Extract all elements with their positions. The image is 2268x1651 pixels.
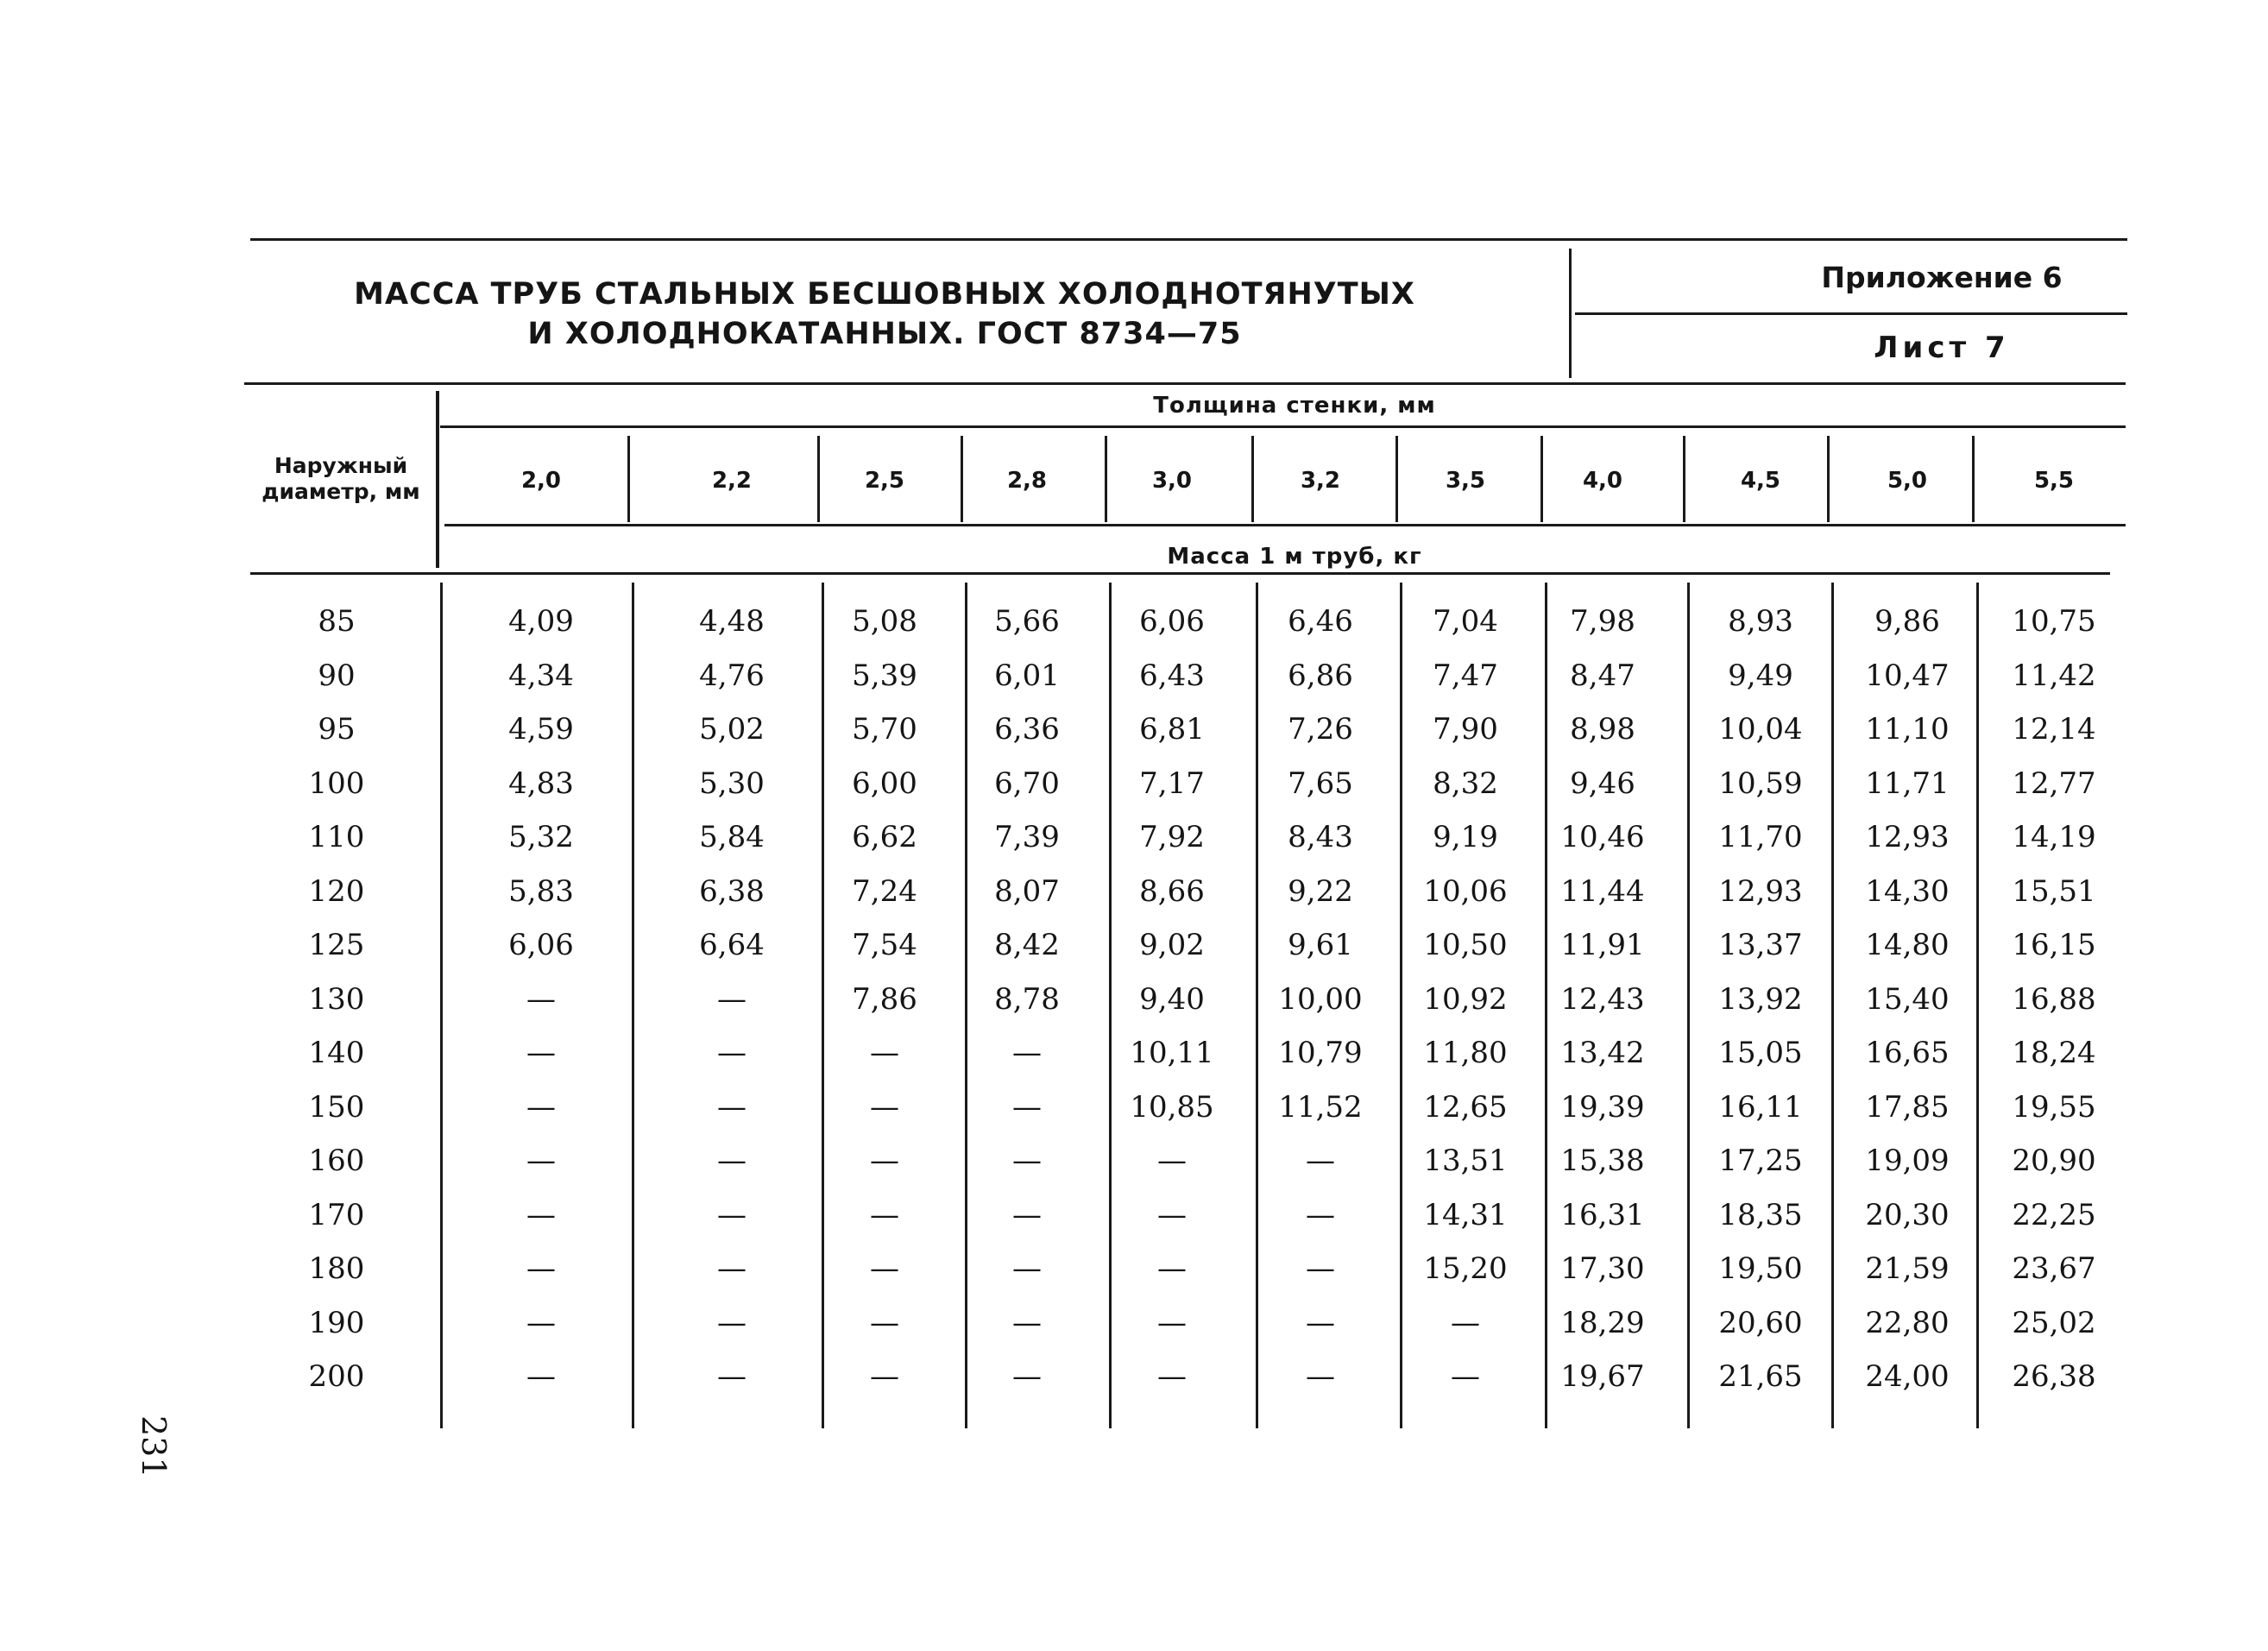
- table-cell: 9,46: [1570, 766, 1635, 801]
- table-cell: —: [717, 1036, 747, 1070]
- diameter-column-header: [242, 453, 440, 505]
- thickness-column-label: 4,5: [1740, 468, 1781, 494]
- table-cell: —: [1306, 1251, 1335, 1286]
- table-cell: 4,76: [699, 658, 765, 693]
- table-cell: 15,38: [1560, 1144, 1645, 1178]
- table-cell: 6,46: [1288, 604, 1353, 639]
- table-cell: 10,46: [1560, 820, 1645, 854]
- table-cell: 26,38: [2012, 1359, 2096, 1394]
- table-cell: 5,66: [994, 604, 1060, 639]
- table-cell: —: [1157, 1144, 1187, 1178]
- table-cell: 19,39: [1560, 1089, 1645, 1125]
- table-cell: 9,61: [1288, 928, 1353, 962]
- table-cell: 5,02: [699, 712, 765, 747]
- table-cell: 15,51: [2012, 873, 2096, 909]
- thickness-column-label: 4,0: [1582, 468, 1623, 494]
- row-diameter: 90: [318, 658, 356, 693]
- table-cell: 21,59: [1865, 1251, 1950, 1286]
- table-cell: —: [1012, 1144, 1042, 1178]
- title-divider: [1569, 249, 1572, 378]
- thickness-column-label: 3,0: [1151, 468, 1193, 494]
- thickness-column-divider: [1827, 436, 1830, 522]
- thickness-column-divider: [1395, 436, 1398, 522]
- table-cell: —: [717, 1089, 747, 1125]
- diameter-column-divider: [436, 391, 439, 568]
- table-cell: 5,30: [699, 766, 765, 801]
- table-cell: —: [526, 1089, 556, 1125]
- table-cell: —: [870, 1359, 899, 1394]
- table-cell: 8,32: [1433, 766, 1498, 801]
- table-cell: 7,04: [1433, 604, 1498, 639]
- table-cell: 8,42: [994, 928, 1060, 962]
- thickness-column-divider: [1251, 436, 1254, 522]
- body-column-divider: [1976, 583, 1979, 1428]
- table-cell: 14,31: [1423, 1197, 1508, 1232]
- table-cell: —: [526, 1144, 556, 1178]
- table-cell: 7,92: [1139, 820, 1205, 854]
- thickness-column-label: 3,5: [1445, 468, 1486, 494]
- title-line-2: И ХОЛОДНОКАТАННЫХ. ГОСТ 8734—75: [527, 317, 1242, 351]
- table-cell: 12,14: [2012, 712, 2096, 747]
- table-cell: 6,01: [994, 658, 1060, 693]
- table-cell: 10,11: [1130, 1036, 1214, 1070]
- table-cell: 15,20: [1423, 1251, 1508, 1286]
- row-diameter: 95: [318, 712, 356, 747]
- table-cell: —: [526, 981, 556, 1017]
- row-diameter: 150: [308, 1089, 365, 1125]
- table-cell: 15,05: [1718, 1036, 1803, 1070]
- body-column-divider: [1831, 583, 1834, 1428]
- table-cell: —: [870, 1197, 899, 1232]
- row-diameter: 140: [308, 1036, 365, 1070]
- table-cell: 23,67: [2012, 1251, 2096, 1286]
- table-cell: —: [1012, 1197, 1042, 1232]
- table-cell: 19,55: [2012, 1089, 2096, 1125]
- table-cell: 5,08: [852, 604, 917, 639]
- table-cell: —: [717, 1251, 747, 1286]
- table-cell: —: [717, 1305, 747, 1340]
- table-cell: 16,11: [1718, 1089, 1803, 1125]
- document-title: [250, 274, 1519, 354]
- row-diameter: 130: [308, 981, 365, 1017]
- table-cell: —: [870, 1089, 899, 1125]
- table-cell: —: [1157, 1197, 1187, 1232]
- table-cell: 16,65: [1865, 1036, 1950, 1070]
- table-cell: 7,26: [1288, 712, 1353, 747]
- table-cell: 7,65: [1288, 766, 1353, 801]
- table-cell: —: [526, 1036, 556, 1070]
- table-cell: —: [1306, 1359, 1335, 1394]
- table-cell: 22,25: [2012, 1197, 2096, 1232]
- table-cell: 10,85: [1130, 1089, 1214, 1125]
- row-diameter: 85: [318, 604, 356, 639]
- table-cell: —: [1012, 1359, 1042, 1394]
- table-cell: 24,00: [1865, 1359, 1950, 1394]
- table-cell: —: [717, 1197, 747, 1232]
- table-cell: —: [1451, 1305, 1480, 1340]
- table-cell: 6,86: [1288, 658, 1353, 693]
- table-cell: 10,06: [1423, 873, 1508, 909]
- table-cell: 13,37: [1718, 928, 1803, 962]
- table-cell: 6,00: [852, 766, 917, 801]
- table-cell: 6,06: [1139, 604, 1205, 639]
- table-cell: 12,43: [1560, 981, 1645, 1017]
- table-cell: 9,22: [1288, 873, 1353, 909]
- body-column-divider: [632, 583, 634, 1428]
- row-diameter: 170: [308, 1197, 365, 1232]
- table-cell: 8,07: [994, 873, 1060, 909]
- table-cell: —: [526, 1197, 556, 1232]
- table-cell: 6,62: [852, 820, 917, 854]
- table-cell: 21,65: [1718, 1359, 1803, 1394]
- thickness-column-divider: [1972, 436, 1975, 522]
- thickness-column-label: 5,0: [1887, 468, 1928, 494]
- row-diameter: 125: [308, 928, 365, 962]
- table-cell: 10,50: [1423, 928, 1508, 962]
- thickness-column-label: 2,8: [1006, 468, 1048, 494]
- table-cell: —: [526, 1305, 556, 1340]
- table-cell: 13,42: [1560, 1036, 1645, 1070]
- table-cell: 12,77: [2012, 766, 2096, 801]
- row-diameter: 120: [308, 873, 365, 909]
- table-cell: —: [870, 1036, 899, 1070]
- table-cell: 5,39: [852, 658, 917, 693]
- table-cell: —: [1012, 1251, 1042, 1286]
- appendix-label: Приложение 6: [1821, 261, 2063, 294]
- table-cell: 4,59: [508, 712, 574, 747]
- table-cell: —: [870, 1251, 899, 1286]
- table-header-bottom-rule: [250, 572, 2110, 575]
- table-cell: 10,59: [1718, 766, 1803, 801]
- table-cell: 6,38: [699, 873, 765, 909]
- table-cell: 6,81: [1139, 712, 1205, 747]
- table-cell: 9,02: [1139, 928, 1205, 962]
- header-bottom-rule: [244, 382, 2126, 385]
- row-diameter: 200: [308, 1359, 365, 1394]
- row-diameter: 110: [308, 820, 365, 854]
- table-cell: 18,35: [1718, 1197, 1803, 1232]
- table-cell: 14,80: [1865, 928, 1950, 962]
- table-cell: —: [526, 1251, 556, 1286]
- thickness-column-label: 5,5: [2033, 468, 2075, 494]
- table-cell: 13,92: [1718, 981, 1803, 1017]
- table-cell: 7,86: [852, 981, 917, 1017]
- thickness-column-label: 3,2: [1300, 468, 1341, 494]
- table-cell: —: [1012, 1036, 1042, 1070]
- thickness-column-divider: [1105, 436, 1107, 522]
- table-cell: 18,29: [1560, 1305, 1645, 1340]
- table-cell: 18,24: [2012, 1036, 2096, 1070]
- table-cell: 7,54: [852, 928, 917, 962]
- table-cell: 8,47: [1570, 658, 1635, 693]
- table-cell: 6,43: [1139, 658, 1205, 693]
- table-cell: 11,80: [1423, 1036, 1508, 1070]
- table-cell: 5,32: [508, 820, 574, 854]
- thickness-column-label: 2,0: [520, 468, 562, 494]
- table-cell: 5,83: [508, 873, 574, 909]
- table-cell: 4,48: [699, 604, 765, 639]
- table-cell: 17,30: [1560, 1251, 1645, 1286]
- table-cell: —: [1306, 1305, 1335, 1340]
- table-cell: —: [526, 1359, 556, 1394]
- thickness-column-divider: [1683, 436, 1685, 522]
- thickness-column-divider: [961, 436, 963, 522]
- thickness-column-label: 2,2: [711, 468, 753, 494]
- table-cell: —: [1157, 1305, 1187, 1340]
- thickness-column-divider: [817, 436, 820, 522]
- table-cell: —: [870, 1144, 899, 1178]
- table-cell: 9,86: [1874, 604, 1940, 639]
- body-column-divider: [440, 583, 443, 1428]
- table-cell: —: [1306, 1144, 1335, 1178]
- mass-header: Масса 1 м труб, кг: [1167, 544, 1422, 570]
- table-cell: 8,78: [994, 981, 1060, 1017]
- table-cell: 6,64: [699, 928, 765, 962]
- table-cell: 16,15: [2012, 928, 2096, 962]
- diameter-header-line-1: Наружный: [274, 453, 408, 478]
- table-cell: 9,40: [1139, 981, 1205, 1017]
- thickness-column-divider: [627, 436, 630, 522]
- table-cell: 19,67: [1560, 1359, 1645, 1394]
- table-cell: 8,66: [1139, 873, 1205, 909]
- table-cell: 16,31: [1560, 1197, 1645, 1232]
- table-cell: 10,47: [1865, 658, 1950, 693]
- body-column-divider: [1687, 583, 1690, 1428]
- row-diameter: 160: [308, 1144, 365, 1178]
- table-cell: 20,60: [1718, 1305, 1803, 1340]
- table-cell: 6,70: [994, 766, 1060, 801]
- table-cell: —: [1012, 1305, 1042, 1340]
- title-line-1: МАССА ТРУБ СТАЛЬНЫХ БЕСШОВНЫХ ХОЛОДНОТЯНУТЫХ: [354, 277, 1415, 312]
- table-cell: 7,17: [1139, 766, 1205, 801]
- table-cell: 11,70: [1718, 820, 1803, 854]
- table-cell: 19,50: [1718, 1251, 1803, 1286]
- table-cell: 20,30: [1865, 1197, 1950, 1232]
- table-cell: 9,19: [1433, 820, 1498, 854]
- thickness-columns-bottom-rule: [444, 524, 2126, 526]
- sheet-label: Лист 7: [1874, 331, 2010, 365]
- table-cell: 7,90: [1433, 712, 1498, 747]
- table-cell: 8,98: [1570, 712, 1635, 747]
- row-diameter: 180: [308, 1251, 365, 1286]
- table-cell: 11,42: [2012, 658, 2096, 693]
- table-cell: —: [1306, 1197, 1335, 1232]
- table-cell: 25,02: [2012, 1305, 2096, 1340]
- table-cell: 11,91: [1560, 928, 1645, 962]
- table-cell: 16,88: [2012, 981, 2096, 1017]
- table-cell: 14,30: [1865, 873, 1950, 909]
- table-cell: 8,43: [1288, 820, 1353, 854]
- table-cell: 4,34: [508, 658, 574, 693]
- table-cell: 12,93: [1865, 820, 1950, 854]
- table-cell: 10,79: [1278, 1036, 1363, 1070]
- table-cell: —: [1157, 1359, 1187, 1394]
- thickness-column-label: 2,5: [864, 468, 905, 494]
- thickness-header: Толщина стенки, мм: [1153, 393, 1436, 419]
- table-cell: 12,65: [1423, 1089, 1508, 1125]
- table-cell: 7,47: [1433, 658, 1498, 693]
- table-cell: 5,70: [852, 712, 917, 747]
- table-cell: 7,98: [1570, 604, 1635, 639]
- table-cell: —: [717, 1144, 747, 1178]
- top-rule: [250, 238, 2127, 241]
- table-cell: 4,83: [508, 766, 574, 801]
- table-cell: 4,09: [508, 604, 574, 639]
- table-cell: —: [1012, 1089, 1042, 1125]
- table-cell: 15,40: [1865, 981, 1950, 1017]
- table-cell: 12,93: [1718, 873, 1803, 909]
- table-cell: 8,93: [1728, 604, 1793, 639]
- page-number: 231: [135, 1415, 173, 1478]
- table-cell: 17,85: [1865, 1089, 1950, 1125]
- table-cell: 17,25: [1718, 1144, 1803, 1178]
- table-cell: 22,80: [1865, 1305, 1950, 1340]
- table-cell: 11,71: [1865, 766, 1950, 801]
- row-diameter: 100: [308, 766, 365, 801]
- appendix-divider: [1575, 312, 2127, 315]
- table-cell: 20,90: [2012, 1144, 2096, 1178]
- table-cell: —: [1157, 1251, 1187, 1286]
- thickness-header-rule: [440, 425, 2126, 428]
- table-cell: 7,39: [994, 820, 1060, 854]
- table-cell: 11,44: [1560, 873, 1645, 909]
- table-cell: 19,09: [1865, 1144, 1950, 1178]
- table-cell: 10,00: [1278, 981, 1363, 1017]
- table-cell: 6,06: [508, 928, 574, 962]
- row-diameter: 190: [308, 1305, 365, 1340]
- table-cell: 5,84: [699, 820, 765, 854]
- table-cell: 11,10: [1865, 712, 1950, 747]
- table-cell: 11,52: [1278, 1089, 1363, 1125]
- table-cell: —: [717, 1359, 747, 1394]
- table-cell: —: [1451, 1359, 1480, 1394]
- table-cell: 10,92: [1423, 981, 1508, 1017]
- table-cell: —: [870, 1305, 899, 1340]
- table-cell: 10,75: [2012, 604, 2096, 639]
- table-cell: —: [717, 981, 747, 1017]
- table-cell: 10,04: [1718, 712, 1803, 747]
- table-cell: 13,51: [1423, 1144, 1508, 1178]
- table-cell: 6,36: [994, 712, 1060, 747]
- table-cell: 9,49: [1728, 658, 1793, 693]
- table-cell: 14,19: [2012, 820, 2096, 854]
- diameter-header-line-2: диаметр, мм: [261, 479, 420, 504]
- table-cell: 7,24: [852, 873, 917, 909]
